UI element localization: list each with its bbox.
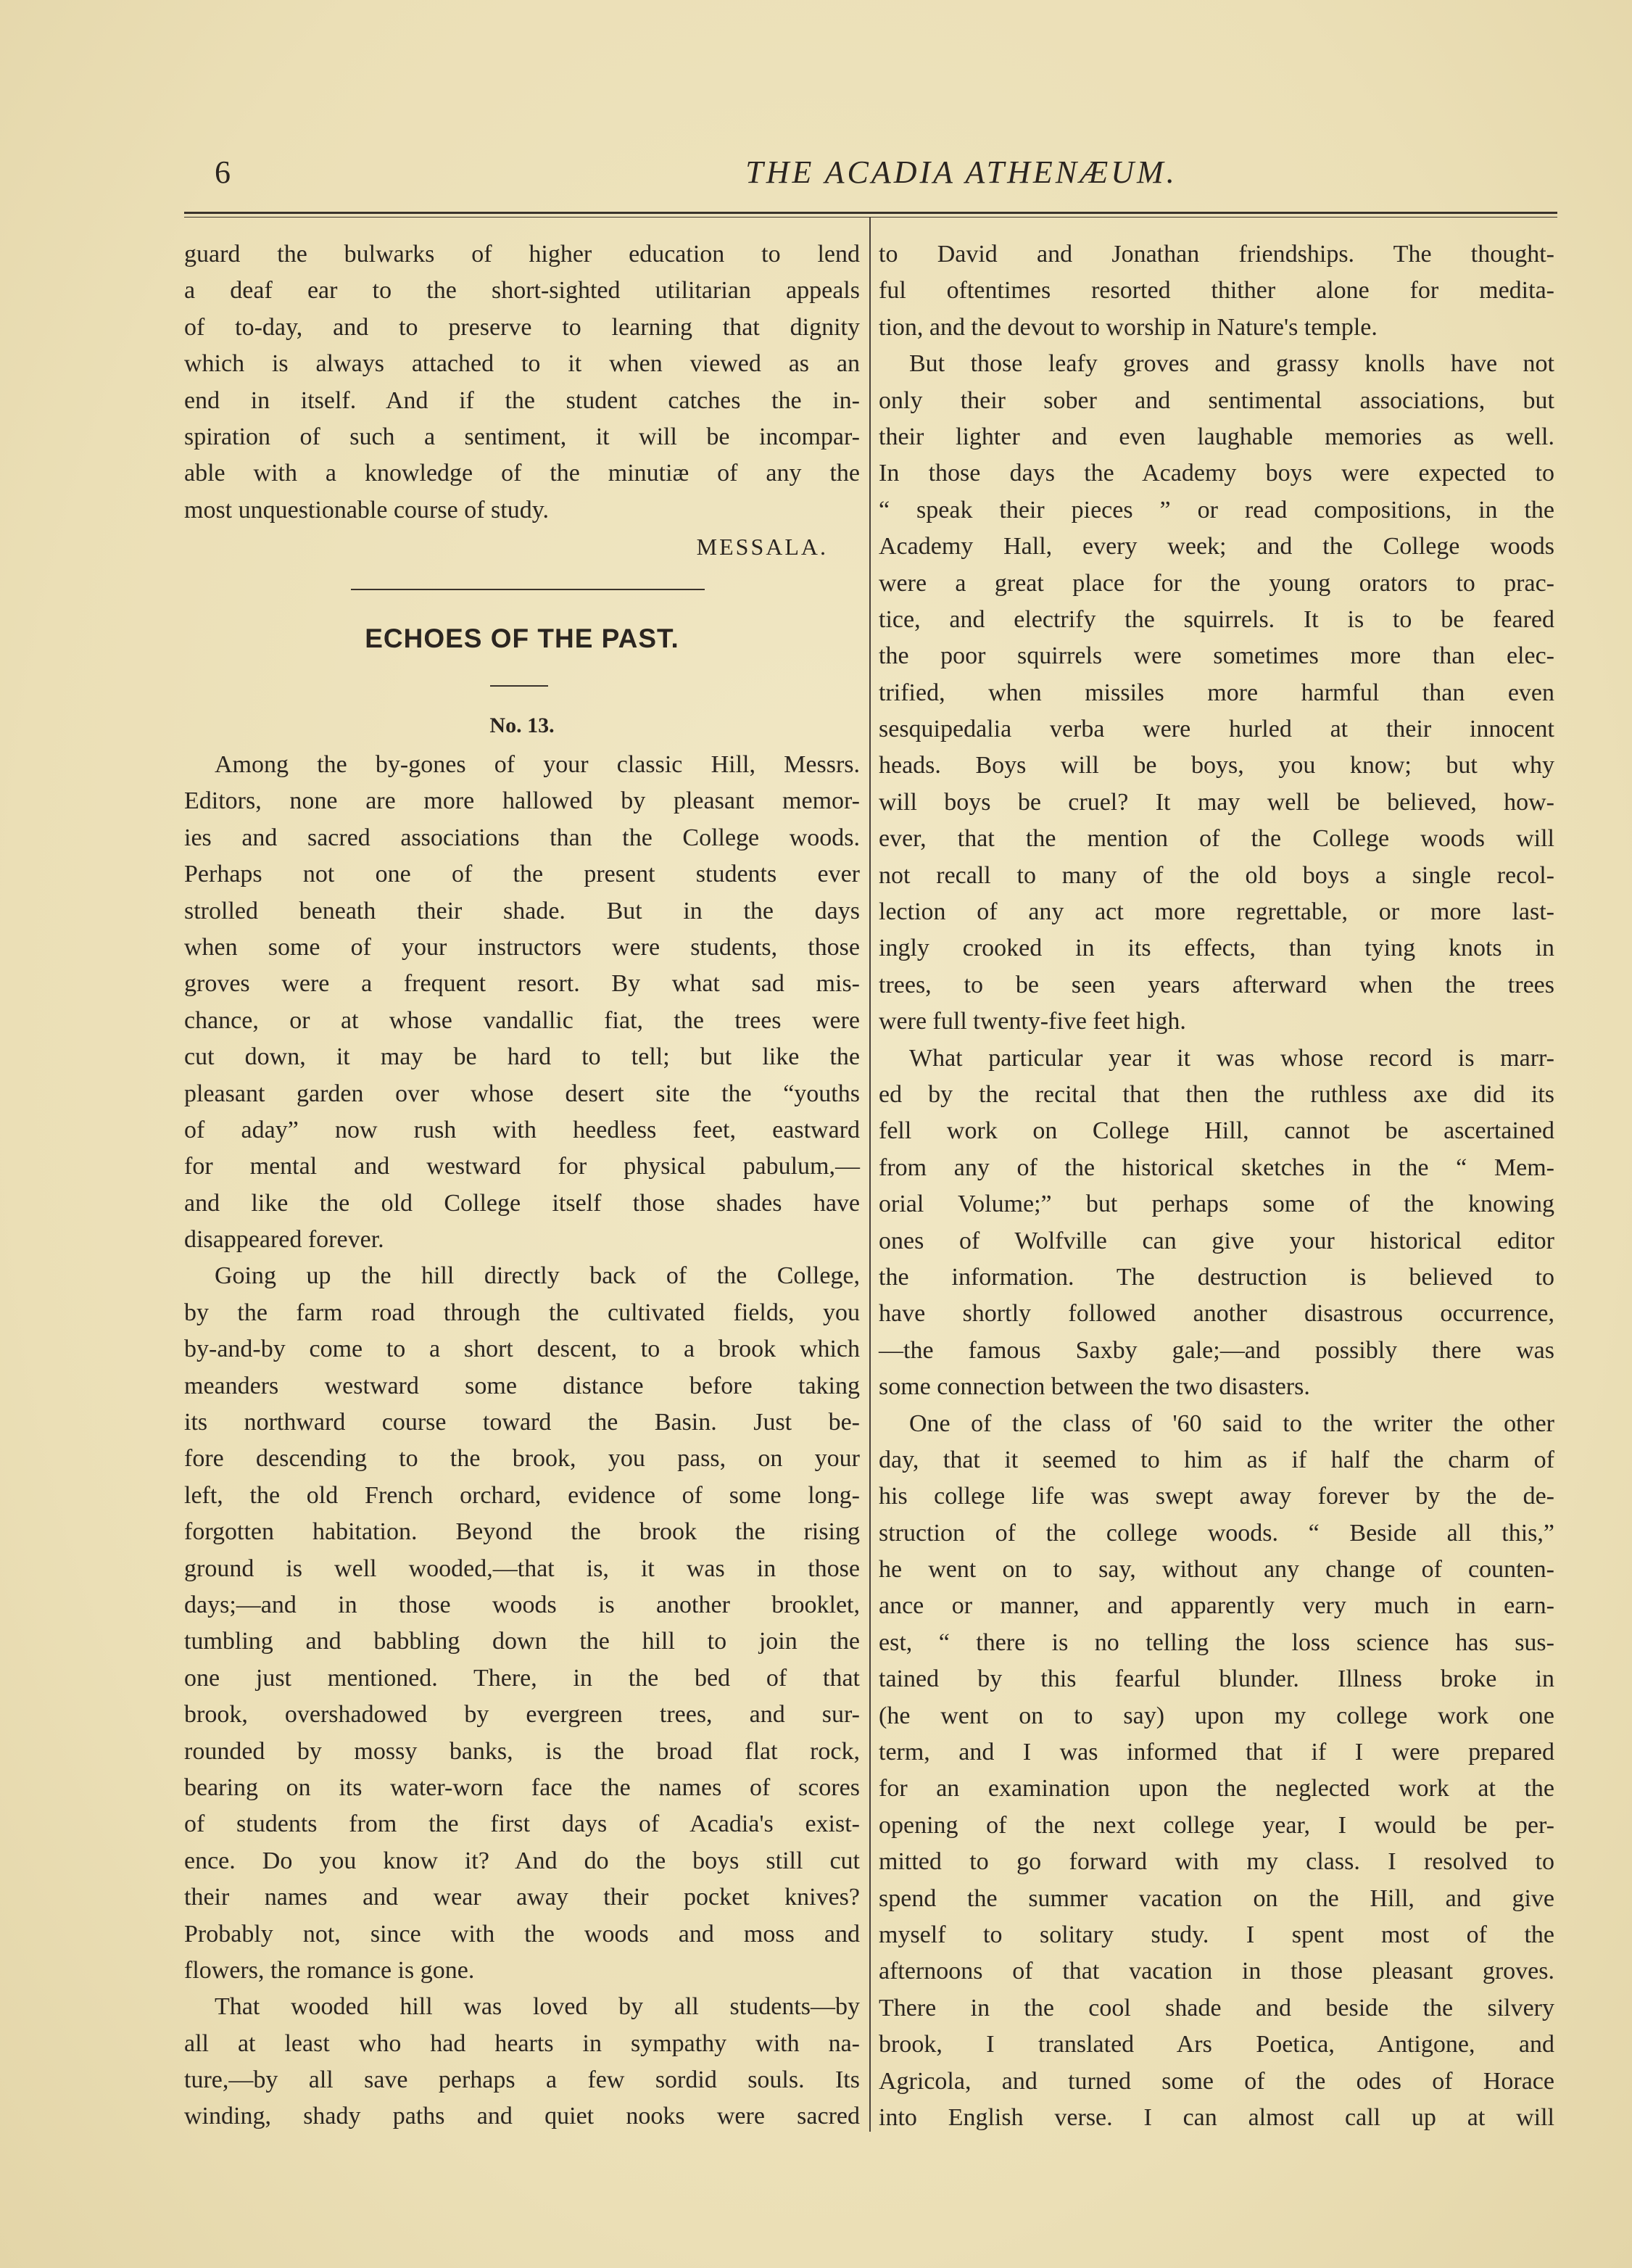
left-column-body <box>184 747 860 2135</box>
text-line: end in itself. And if the student catches the in- <box>184 386 860 414</box>
text-line: There in the cool shade and beside the silvery <box>879 1994 1554 2021</box>
text-line: the poor squirrels were sometimes more than elec- <box>879 642 1554 670</box>
text-line: and like the old College itself those shades have <box>184 1189 860 1217</box>
text-line: of to-day, and to preserve to learning that dignity <box>184 313 860 341</box>
text-line: pleasant garden over whose desert site the “youths <box>184 1080 860 1107</box>
text-line: Among the by-gones of your classic Hill, Messrs. <box>215 751 860 778</box>
text-line: left, the old French orchard, evidence of some long- <box>184 1481 860 1509</box>
text-line: ture,—by all save perhaps a few sordid souls. Its <box>184 2066 860 2094</box>
text-line: ence. Do you know it? And do the boys still cut <box>184 1847 860 1874</box>
text-line: tumbling and babbling down the hill to join the <box>184 1628 860 1655</box>
text-line: meanders westward some distance before taking <box>184 1372 860 1399</box>
text-line: strolled beneath their shade. But in the days <box>184 897 860 924</box>
header-rule <box>184 212 1557 214</box>
text-line: brook, I translated Ars Poetica, Antigone, and <box>879 2031 1554 2058</box>
text-line: have shortly followed another disastrous occurrence, <box>879 1300 1554 1328</box>
text-line: will boys be cruel? It may well be believed, how- <box>879 788 1554 816</box>
text-line: by-and-by come to a short descent, to a brook which <box>184 1336 860 1363</box>
text-line: most unquestionable course of study. <box>184 496 549 523</box>
text-line: which is always attached to it when viewed as an <box>184 350 860 378</box>
text-line: But those leafy groves and grassy knolls have not <box>909 350 1554 378</box>
text-line: forgotten habitation. Beyond the brook the rising <box>184 1518 860 1546</box>
text-line: winding, shady paths and quiet nooks were sacred <box>184 2103 860 2130</box>
text-line: from any of the historical sketches in the “ Mem- <box>879 1154 1554 1181</box>
text-line: spend the summer vacation on the Hill, and give <box>879 1884 1554 1912</box>
text-line: when some of your instructors were students, those <box>184 933 860 961</box>
text-line: for an examination upon the neglected work at the <box>879 1775 1554 1803</box>
text-line: ance or manner, and apparently very much in earn- <box>879 1592 1554 1620</box>
page-header <box>186 149 1556 193</box>
text-line: (he went on to say) upon my college work one <box>879 1702 1554 1729</box>
text-line: guard the bulwarks of higher education to lend <box>184 241 860 268</box>
section-separator <box>351 589 705 590</box>
text-line: flowers, the romance is gone. <box>184 1956 475 1984</box>
text-line: orial Volume;” but perhaps some of the knowing <box>879 1191 1554 1218</box>
text-line: Academy Hall, every week; and the College woods <box>879 533 1554 560</box>
text-line: Editors, none are more hallowed by pleasant memor- <box>184 787 860 815</box>
title-separator <box>490 685 548 687</box>
text-line: fell work on College Hill, cannot be ascertained <box>879 1117 1554 1145</box>
text-line: heads. Boys will be boys, you know; but why <box>879 752 1554 779</box>
text-line: Probably not, since with the woods and moss and <box>184 1920 860 1948</box>
text-line: of students from the first days of Acadia's exist- <box>184 1810 860 1838</box>
text-line: his college life was swept away forever by the de- <box>879 1483 1554 1510</box>
text-line: were full twenty-five feet high. <box>879 1008 1186 1035</box>
text-line: mitted to go forward with my class. I resolved to <box>879 1848 1554 1876</box>
text-line: ones of Wolfville can give your historical editor <box>879 1227 1554 1254</box>
text-line: into English verse. I can almost call up at will <box>879 2103 1554 2131</box>
text-line: —the famous Saxby gale;—and possibly there was <box>879 1336 1554 1364</box>
text-line: rounded by mossy banks, is the broad flat rock, <box>184 1737 860 1765</box>
text-line: trees, to be seen years afterward when the trees <box>879 971 1554 998</box>
text-line: tice, and electrify the squirrels. It is to be feared <box>879 605 1554 633</box>
left-column-intro <box>184 236 860 565</box>
text-line: only their sober and sentimental associations, but <box>879 386 1554 414</box>
text-line: tion, and the devout to worship in Nature's temple. <box>879 313 1378 341</box>
text-line: to David and Jonathan friendships. The thought- <box>879 241 1554 268</box>
text-line: its northward course toward the Basin. Just be- <box>184 1409 860 1436</box>
text-line: he went on to say, without any change of counten- <box>879 1556 1554 1584</box>
text-line: term, and I was informed that if I were prepared <box>879 1739 1554 1766</box>
text-line: fore descending to the brook, you pass, on your <box>184 1445 860 1473</box>
text-line: ful oftentimes resorted thither alone for medita- <box>879 277 1554 305</box>
text-line: not recall to many of the old boys a single recol- <box>879 861 1554 889</box>
text-line: What particular year it was whose record is marr- <box>909 1044 1554 1072</box>
text-line: Perhaps not one of the present students ever <box>184 861 860 888</box>
article-number: No. 13. <box>489 713 555 737</box>
text-line: sesquipedalia verba were hurled at their innocent <box>879 716 1554 743</box>
text-line: all at least who had hearts in sympathy with na- <box>184 2029 860 2057</box>
intro-paragraph <box>184 236 860 529</box>
text-line: chance, or at whose vandallic fiat, the trees were <box>184 1006 860 1034</box>
text-line: the information. The destruction is believed to <box>879 1263 1554 1291</box>
text-line: In those days the Academy boys were expected to <box>879 460 1554 487</box>
text-line: groves were a frequent resort. By what sad mis- <box>184 970 860 998</box>
right-column <box>879 236 1554 2136</box>
text-line: for mental and westward for physical pabulum,— <box>184 1153 860 1180</box>
text-line: ground is well wooded,—that is, it was in those <box>184 1555 860 1582</box>
text-line: by the farm road through the cultivated fields, you <box>184 1299 860 1326</box>
text-line: able with a knowledge of the minutiæ of any the <box>184 460 860 487</box>
text-line: their names and wear away their pocket knives? <box>184 1884 860 1911</box>
text-line: tained by this fearful blunder. Illness broke in <box>879 1665 1554 1693</box>
text-line: Going up the hill directly back of the College, <box>215 1262 860 1290</box>
text-line: ies and sacred associations than the College woods. <box>184 824 860 851</box>
text-line: brook, overshadowed by evergreen trees, and sur- <box>184 1701 860 1729</box>
text-line: Agricola, and turned some of the odes of Horace <box>879 2067 1554 2095</box>
text-line: opening of the next college year, I would be per- <box>879 1811 1554 1839</box>
column-divider <box>869 218 871 2132</box>
text-line: their lighter and even laughable memories as well. <box>879 423 1554 450</box>
text-line: ingly crooked in its effects, than tying knots in <box>879 935 1554 962</box>
text-line: of aday” now rush with heedless feet, eastward <box>184 1116 860 1143</box>
text-line: struction of the college woods. “ Beside all this,” <box>879 1519 1554 1547</box>
text-line: ed by the recital that then the ruthless axe did its <box>879 1080 1554 1108</box>
text-line: were a great place for the young orators to prac- <box>879 569 1554 597</box>
text-line: spiration of such a sentiment, it will be incompar- <box>184 423 860 450</box>
text-line: cut down, it may be hard to tell; but like the <box>184 1043 860 1071</box>
text-line: a deaf ear to the short-sighted utilitarian appeals <box>184 277 860 305</box>
text-line: est, “ there is no telling the loss science has sus- <box>879 1628 1554 1656</box>
header-rule-thin <box>184 217 1557 218</box>
text-line: lection of any act more regrettable, or more last- <box>879 898 1554 926</box>
text-line: bearing on its water-worn face the names of scores <box>184 1774 860 1801</box>
page-number: 6 <box>215 154 231 190</box>
text-line: one just mentioned. There, in the bed of that <box>184 1664 860 1692</box>
signature: MESSALA. <box>696 534 828 560</box>
text-line: days;—and in those woods is another brooklet, <box>184 1591 860 1618</box>
text-line: ever, that the mention of the College woods will <box>879 825 1554 853</box>
text-line: myself to solitary study. I spent most of the <box>879 1921 1554 1948</box>
text-line: some connection between the two disasters. <box>879 1373 1310 1401</box>
text-line: afternoons of that vacation in those pleasant groves. <box>879 1958 1554 1985</box>
text-line: One of the class of '60 said to the writer the other <box>909 1410 1554 1437</box>
text-line: That wooded hill was loved by all students—by <box>215 1993 860 2021</box>
text-line: disappeared forever. <box>184 1226 384 1254</box>
text-line: “ speak their pieces ” or read compositions, in the <box>879 496 1554 523</box>
journal-title: THE ACADIA ATHENÆUM. <box>745 154 1177 190</box>
text-line: trified, when missiles more harmful than even <box>879 679 1554 706</box>
article-title: ECHOES OF THE PAST. <box>365 624 679 653</box>
text-line: day, that it seemed to him as if half the charm of <box>879 1446 1554 1473</box>
